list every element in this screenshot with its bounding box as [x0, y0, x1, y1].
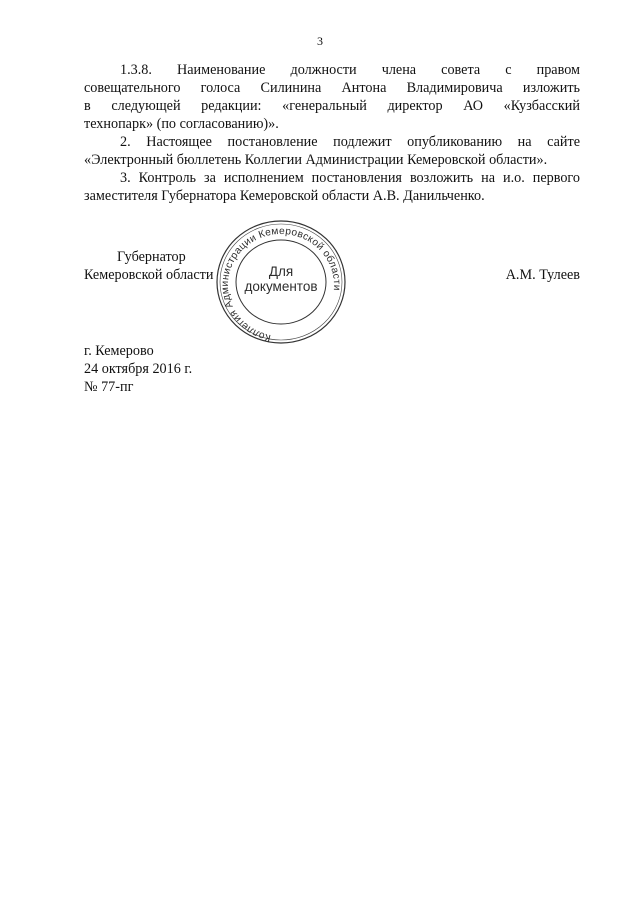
paragraph-3: [84, 169, 580, 205]
text-line: 1.3.8. Наименование должности члена совета с правом: [120, 62, 580, 78]
text-line: 3. Контроль за исполнением постановления возложить на и.о. первого: [120, 170, 580, 186]
text-line: совещательного голоса Силинина Антона Владимировича изложить: [84, 80, 580, 96]
stamp-ring-text: Коллегия Администрации Кемеровской области: [219, 225, 343, 344]
signatory-name: А.М. Тулеев: [505, 267, 580, 283]
stamp-center-line-2: документов: [244, 279, 318, 294]
text-line: заместителя Губернатора Кемеровской области А.В. Данильченко.: [84, 188, 485, 204]
document-footer: [84, 342, 192, 396]
signatory-region: Кемеровской области: [84, 267, 214, 283]
stamp-center-line-1: Для: [268, 264, 294, 279]
footer-city: г. Кемерово: [84, 343, 154, 359]
official-stamp: [214, 218, 348, 346]
text-line: технопарк» (по согласованию)».: [84, 116, 279, 132]
paragraph-2: [84, 133, 580, 169]
page-number: 3: [317, 34, 323, 48]
text-line: «Электронный бюллетень Коллегии Администрации Кемеровской области».: [84, 152, 548, 168]
document-body: [84, 61, 580, 205]
footer-date: 24 октября 2016 г.: [84, 361, 193, 377]
text-line: в следующей редакции: «генеральный директор АО «Кузбасский: [84, 98, 580, 114]
paragraph-1-3-8: [84, 61, 580, 133]
signatory-title: Губернатор: [117, 249, 186, 265]
footer-number: № 77-пг: [84, 379, 134, 395]
text-line: 2. Настоящее постановление подлежит опубликованию на сайте: [120, 134, 580, 150]
